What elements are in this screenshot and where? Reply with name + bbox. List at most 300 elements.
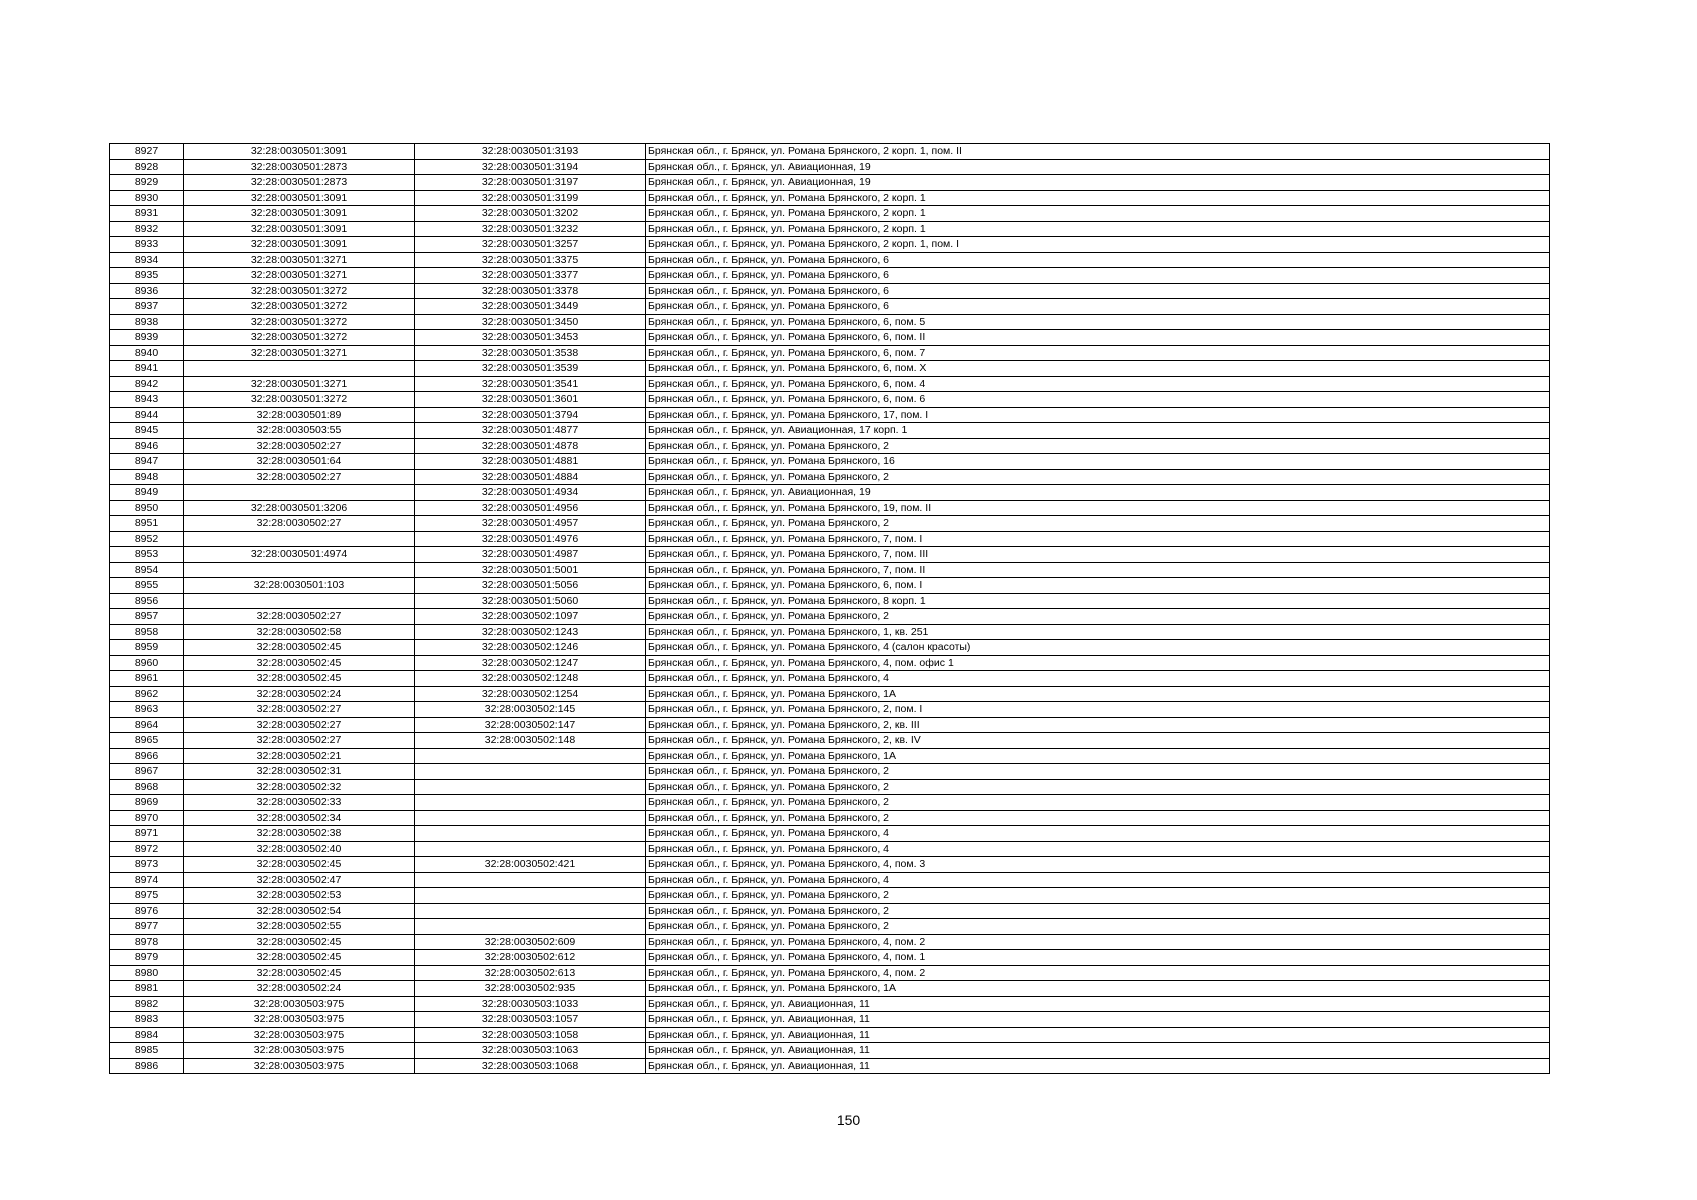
row-number-cell: 8954 [110,562,184,578]
row-number-cell: 8973 [110,857,184,873]
cadastral-number-cell: 32:28:0030502:609 [415,934,646,950]
table-row [110,361,1550,377]
parent-cadastral-cell: 32:28:0030502:55 [184,919,415,935]
row-number-cell: 8929 [110,175,184,191]
parent-cadastral-cell: 32:28:0030501:3271 [184,345,415,361]
cadastral-number-cell [415,779,646,795]
table-row [110,733,1550,749]
address-cell: Брянская обл., г. Брянск, ул. Романа Брянского, 2 [646,609,1550,625]
row-number-cell: 8932 [110,221,184,237]
row-number-cell: 8952 [110,531,184,547]
row-number-cell: 8941 [110,361,184,377]
row-number-cell: 8940 [110,345,184,361]
table-row [110,764,1550,780]
address-cell: Брянская обл., г. Брянск, ул. Романа Брянского, 6, пом. 5 [646,314,1550,330]
row-number-cell: 8928 [110,159,184,175]
cadastral-number-cell: 32:28:0030501:3449 [415,299,646,315]
cadastral-number-cell: 32:28:0030503:1068 [415,1058,646,1074]
address-cell: Брянская обл., г. Брянск, ул. Романа Брянского, 7, пом. III [646,547,1550,563]
page-number: 150 [836,1112,861,1128]
address-cell: Брянская обл., г. Брянск, ул. Романа Брянского, 2 корп. 1, пом. II [646,144,1550,160]
table-row [110,516,1550,532]
cadastral-number-cell: 32:28:0030502:935 [415,981,646,997]
table-row [110,857,1550,873]
address-cell: Брянская обл., г. Брянск, ул. Авиационная, 19 [646,175,1550,191]
cadastral-number-cell: 32:28:0030502:613 [415,965,646,981]
table-row [110,826,1550,842]
parent-cadastral-cell: 32:28:0030502:27 [184,516,415,532]
row-number-cell: 8944 [110,407,184,423]
address-cell: Брянская обл., г. Брянск, ул. Романа Брянского, 2 [646,903,1550,919]
table-row [110,159,1550,175]
row-number-cell: 8939 [110,330,184,346]
cadastral-number-cell: 32:28:0030501:4987 [415,547,646,563]
address-cell: Брянская обл., г. Брянск, ул. Романа Брянского, 2 [646,810,1550,826]
address-cell: Брянская обл., г. Брянск, ул. Романа Брянского, 2 корп. 1 [646,206,1550,222]
cadastral-number-cell: 32:28:0030501:4884 [415,469,646,485]
cadastral-number-cell [415,903,646,919]
address-cell: Брянская обл., г. Брянск, ул. Романа Брянского, 2, пом. I [646,702,1550,718]
row-number-cell: 8933 [110,237,184,253]
row-number-cell: 8960 [110,655,184,671]
table-row [110,919,1550,935]
row-number-cell: 8937 [110,299,184,315]
table-row [110,268,1550,284]
parent-cadastral-cell: 32:28:0030502:34 [184,810,415,826]
cadastral-number-cell: 32:28:0030501:3375 [415,252,646,268]
table-row [110,407,1550,423]
row-number-cell: 8983 [110,1012,184,1028]
address-cell: Брянская обл., г. Брянск, ул. Авиационная, 11 [646,996,1550,1012]
parent-cadastral-cell: 32:28:0030502:45 [184,950,415,966]
parent-cadastral-cell: 32:28:0030502:45 [184,640,415,656]
address-cell: Брянская обл., г. Брянск, ул. Романа Брянского, 4 [646,841,1550,857]
cadastral-number-cell: 32:28:0030501:3202 [415,206,646,222]
cadastral-number-cell: 32:28:0030501:3378 [415,283,646,299]
address-cell: Брянская обл., г. Брянск, ул. Романа Брянского, 2 корп. 1, пом. I [646,237,1550,253]
cadastral-number-cell: 32:28:0030501:3539 [415,361,646,377]
parent-cadastral-cell: 32:28:0030503:55 [184,423,415,439]
address-cell: Брянская обл., г. Брянск, ул. Романа Брянского, 2, кв. III [646,717,1550,733]
table-row [110,888,1550,904]
parent-cadastral-cell: 32:28:0030502:27 [184,469,415,485]
row-number-cell: 8956 [110,593,184,609]
cadastral-number-cell: 32:28:0030502:1248 [415,671,646,687]
table-row [110,221,1550,237]
parent-cadastral-cell: 32:28:0030501:3272 [184,330,415,346]
address-cell: Брянская обл., г. Брянск, ул. Романа Брянского, 1А [646,686,1550,702]
cadastral-number-cell: 32:28:0030502:421 [415,857,646,873]
row-number-cell: 8978 [110,934,184,950]
address-cell: Брянская обл., г. Брянск, ул. Романа Брянского, 2 корп. 1 [646,221,1550,237]
row-number-cell: 8979 [110,950,184,966]
row-number-cell: 8984 [110,1027,184,1043]
parent-cadastral-cell: 32:28:0030502:54 [184,903,415,919]
cadastral-number-cell: 32:28:0030501:4934 [415,485,646,501]
address-cell: Брянская обл., г. Брянск, ул. Романа Брянского, 2 [646,779,1550,795]
parent-cadastral-cell: 32:28:0030501:4974 [184,547,415,563]
table-row [110,950,1550,966]
table-row [110,624,1550,640]
row-number-cell: 8963 [110,702,184,718]
row-number-cell: 8981 [110,981,184,997]
parent-cadastral-cell: 32:28:0030501:2873 [184,175,415,191]
row-number-cell: 8975 [110,888,184,904]
address-cell: Брянская обл., г. Брянск, ул. Романа Брянского, 2 [646,795,1550,811]
table-row [110,981,1550,997]
address-cell: Брянская обл., г. Брянск, ул. Романа Брянского, 4 (салон красоты) [646,640,1550,656]
cadastral-number-cell [415,919,646,935]
address-cell: Брянская обл., г. Брянск, ул. Романа Брянского, 17, пом. I [646,407,1550,423]
address-cell: Брянская обл., г. Брянск, ул. Романа Брянского, 6 [646,283,1550,299]
cadastral-number-cell: 32:28:0030502:612 [415,950,646,966]
cadastral-number-cell: 32:28:0030501:3257 [415,237,646,253]
parent-cadastral-cell: 32:28:0030502:27 [184,717,415,733]
table-row [110,237,1550,253]
address-cell: Брянская обл., г. Брянск, ул. Романа Брянского, 6, пом. Х [646,361,1550,377]
cadastral-number-cell: 32:28:0030501:3197 [415,175,646,191]
address-cell: Брянская обл., г. Брянск, ул. Романа Брянского, 6 [646,299,1550,315]
address-cell: Брянская обл., г. Брянск, ул. Романа Брянского, 2 [646,469,1550,485]
parent-cadastral-cell: 32:28:0030501:3271 [184,376,415,392]
table-row [110,547,1550,563]
cadastral-number-cell [415,764,646,780]
parent-cadastral-cell: 32:28:0030502:45 [184,655,415,671]
cadastral-number-cell: 32:28:0030501:3538 [415,345,646,361]
address-cell: Брянская обл., г. Брянск, ул. Романа Брянского, 16 [646,454,1550,470]
row-number-cell: 8934 [110,252,184,268]
address-cell: Брянская обл., г. Брянск, ул. Романа Брянского, 2 [646,888,1550,904]
table-row [110,996,1550,1012]
table-body [110,144,1550,1074]
address-cell: Брянская обл., г. Брянск, ул. Романа Брянского, 8 корп. 1 [646,593,1550,609]
address-cell: Брянская обл., г. Брянск, ул. Авиационная, 11 [646,1027,1550,1043]
parent-cadastral-cell: 32:28:0030503:975 [184,996,415,1012]
cadastral-number-cell [415,810,646,826]
cadastral-number-cell: 32:28:0030501:4881 [415,454,646,470]
address-cell: Брянская обл., г. Брянск, ул. Романа Брянского, 6, пом. II [646,330,1550,346]
row-number-cell: 8972 [110,841,184,857]
cadastral-number-cell: 32:28:0030502:1254 [415,686,646,702]
parent-cadastral-cell: 32:28:0030501:3272 [184,314,415,330]
parent-cadastral-cell: 32:28:0030502:32 [184,779,415,795]
address-cell: Брянская обл., г. Брянск, ул. Романа Брянского, 6, пом. 6 [646,392,1550,408]
address-cell: Брянская обл., г. Брянск, ул. Авиационная, 11 [646,1043,1550,1059]
table-row [110,795,1550,811]
table-row [110,314,1550,330]
row-number-cell: 8936 [110,283,184,299]
address-cell: Брянская обл., г. Брянск, ул. Романа Брянского, 7, пом. I [646,531,1550,547]
parent-cadastral-cell: 32:28:0030501:3272 [184,283,415,299]
cadastral-number-cell [415,888,646,904]
address-cell: Брянская обл., г. Брянск, ул. Романа Брянского, 1А [646,981,1550,997]
cadastral-number-cell [415,748,646,764]
cadastral-number-cell: 32:28:0030501:3232 [415,221,646,237]
table-row [110,190,1550,206]
cadastral-number-cell: 32:28:0030503:1057 [415,1012,646,1028]
cadastral-number-cell: 32:28:0030501:5056 [415,578,646,594]
parent-cadastral-cell: 32:28:0030502:45 [184,965,415,981]
address-cell: Брянская обл., г. Брянск, ул. Романа Брянского, 4 [646,671,1550,687]
parent-cadastral-cell: 32:28:0030502:45 [184,934,415,950]
cadastral-number-cell: 32:28:0030501:3194 [415,159,646,175]
table-row [110,531,1550,547]
cadastral-number-cell: 32:28:0030503:1058 [415,1027,646,1043]
row-number-cell: 8969 [110,795,184,811]
parent-cadastral-cell: 32:28:0030502:38 [184,826,415,842]
address-cell: Брянская обл., г. Брянск, ул. Романа Брянского, 2, кв. IV [646,733,1550,749]
address-cell: Брянская обл., г. Брянск, ул. Романа Брянского, 4 [646,872,1550,888]
cadastral-number-cell: 32:28:0030503:1063 [415,1043,646,1059]
parent-cadastral-cell: 32:28:0030501:3091 [184,237,415,253]
table-row [110,609,1550,625]
table-row [110,252,1550,268]
table-row [110,330,1550,346]
table-row [110,578,1550,594]
parent-cadastral-cell: 32:28:0030502:24 [184,981,415,997]
parent-cadastral-cell [184,531,415,547]
cadastral-number-cell: 32:28:0030501:5001 [415,562,646,578]
cadastral-number-cell [415,872,646,888]
row-number-cell: 8970 [110,810,184,826]
address-cell: Брянская обл., г. Брянск, ул. Авиационная, 17 корп. 1 [646,423,1550,439]
parent-cadastral-cell: 32:28:0030502:58 [184,624,415,640]
parent-cadastral-cell: 32:28:0030503:975 [184,1043,415,1059]
cadastral-number-cell: 32:28:0030501:5060 [415,593,646,609]
table-row [110,702,1550,718]
parent-cadastral-cell: 32:28:0030502:47 [184,872,415,888]
table-row [110,1027,1550,1043]
parent-cadastral-cell: 32:28:0030502:53 [184,888,415,904]
parent-cadastral-cell: 32:28:0030503:975 [184,1058,415,1074]
address-cell: Брянская обл., г. Брянск, ул. Романа Брянского, 6 [646,268,1550,284]
address-cell: Брянская обл., г. Брянск, ул. Авиационная, 19 [646,485,1550,501]
table-row [110,965,1550,981]
cadastral-number-cell: 32:28:0030502:1247 [415,655,646,671]
parent-cadastral-cell [184,485,415,501]
row-number-cell: 8974 [110,872,184,888]
address-cell: Брянская обл., г. Брянск, ул. Романа Брянского, 2 [646,438,1550,454]
row-number-cell: 8976 [110,903,184,919]
parent-cadastral-cell: 32:28:0030502:27 [184,702,415,718]
parent-cadastral-cell: 32:28:0030501:3271 [184,252,415,268]
parent-cadastral-cell: 32:28:0030503:975 [184,1012,415,1028]
address-cell: Брянская обл., г. Брянск, ул. Романа Брянского, 1А [646,748,1550,764]
row-number-cell: 8953 [110,547,184,563]
address-cell: Брянская обл., г. Брянск, ул. Романа Брянского, 4, пом. 2 [646,965,1550,981]
table-row [110,376,1550,392]
table-row [110,206,1550,222]
table-row [110,686,1550,702]
cadastral-number-cell: 32:28:0030501:3794 [415,407,646,423]
table-row [110,1043,1550,1059]
row-number-cell: 8977 [110,919,184,935]
cadastral-number-cell: 32:28:0030501:3199 [415,190,646,206]
cadastral-number-cell: 32:28:0030502:147 [415,717,646,733]
address-cell: Брянская обл., г. Брянск, ул. Романа Брянского, 4 [646,826,1550,842]
table-row [110,655,1550,671]
cadastral-number-cell: 32:28:0030501:3541 [415,376,646,392]
cadastral-number-cell: 32:28:0030501:3377 [415,268,646,284]
cadastral-number-cell: 32:28:0030502:1246 [415,640,646,656]
table-row [110,392,1550,408]
row-number-cell: 8957 [110,609,184,625]
parent-cadastral-cell [184,562,415,578]
address-cell: Брянская обл., г. Брянск, ул. Романа Брянского, 2 [646,919,1550,935]
row-number-cell: 8955 [110,578,184,594]
table-row [110,485,1550,501]
table-row [110,640,1550,656]
table-row [110,593,1550,609]
row-number-cell: 8965 [110,733,184,749]
parent-cadastral-cell: 32:28:0030501:3091 [184,144,415,160]
cadastral-number-cell: 32:28:0030502:1097 [415,609,646,625]
parent-cadastral-cell [184,593,415,609]
cadastral-number-cell: 32:28:0030502:148 [415,733,646,749]
table-row [110,717,1550,733]
table-row [110,671,1550,687]
table-row [110,872,1550,888]
parent-cadastral-cell: 32:28:0030501:3272 [184,299,415,315]
address-cell: Брянская обл., г. Брянск, ул. Романа Брянского, 4, пом. 3 [646,857,1550,873]
address-cell: Брянская обл., г. Брянск, ул. Романа Брянского, 19, пом. II [646,500,1550,516]
row-number-cell: 8971 [110,826,184,842]
address-cell: Брянская обл., г. Брянск, ул. Романа Брянского, 2 [646,764,1550,780]
row-number-cell: 8962 [110,686,184,702]
cadastral-number-cell: 32:28:0030501:3193 [415,144,646,160]
address-cell: Брянская обл., г. Брянск, ул. Романа Брянского, 7, пом. II [646,562,1550,578]
address-cell: Брянская обл., г. Брянск, ул. Авиационная, 11 [646,1058,1550,1074]
table-row [110,810,1550,826]
parent-cadastral-cell: 32:28:0030501:2873 [184,159,415,175]
table-row [110,469,1550,485]
row-number-cell: 8949 [110,485,184,501]
parent-cadastral-cell: 32:28:0030502:40 [184,841,415,857]
parent-cadastral-cell: 32:28:0030502:45 [184,857,415,873]
address-cell: Брянская обл., г. Брянск, ул. Романа Брянского, 6 [646,252,1550,268]
parent-cadastral-cell: 32:28:0030502:31 [184,764,415,780]
table-row [110,423,1550,439]
table-row [110,1012,1550,1028]
parent-cadastral-cell: 32:28:0030501:103 [184,578,415,594]
parent-cadastral-cell: 32:28:0030502:24 [184,686,415,702]
address-cell: Брянская обл., г. Брянск, ул. Романа Брянского, 2 корп. 1 [646,190,1550,206]
cadastral-number-cell: 32:28:0030501:4877 [415,423,646,439]
cadastral-number-cell [415,841,646,857]
cadastral-table [109,143,1550,1074]
parent-cadastral-cell: 32:28:0030501:3271 [184,268,415,284]
table-row [110,748,1550,764]
row-number-cell: 8961 [110,671,184,687]
parent-cadastral-cell: 32:28:0030502:45 [184,671,415,687]
row-number-cell: 8958 [110,624,184,640]
row-number-cell: 8930 [110,190,184,206]
parent-cadastral-cell: 32:28:0030503:975 [184,1027,415,1043]
cadastral-number-cell: 32:28:0030501:3601 [415,392,646,408]
cadastral-number-cell: 32:28:0030501:4957 [415,516,646,532]
row-number-cell: 8966 [110,748,184,764]
cadastral-number-cell: 32:28:0030501:3450 [415,314,646,330]
parent-cadastral-cell: 32:28:0030501:3091 [184,190,415,206]
table-row [110,841,1550,857]
row-number-cell: 8982 [110,996,184,1012]
cadastral-number-cell: 32:28:0030501:4976 [415,531,646,547]
row-number-cell: 8947 [110,454,184,470]
parent-cadastral-cell: 32:28:0030501:3091 [184,221,415,237]
table-row [110,454,1550,470]
row-number-cell: 8951 [110,516,184,532]
parent-cadastral-cell: 32:28:0030502:27 [184,733,415,749]
row-number-cell: 8946 [110,438,184,454]
row-number-cell: 8938 [110,314,184,330]
parent-cadastral-cell [184,361,415,377]
table-row [110,345,1550,361]
address-cell: Брянская обл., г. Брянск, ул. Авиационная, 19 [646,159,1550,175]
cadastral-number-cell: 32:28:0030501:3453 [415,330,646,346]
parent-cadastral-cell: 32:28:0030501:64 [184,454,415,470]
table-row [110,1058,1550,1074]
row-number-cell: 8943 [110,392,184,408]
row-number-cell: 8968 [110,779,184,795]
address-cell: Брянская обл., г. Брянск, ул. Романа Брянского, 2 [646,516,1550,532]
table-row [110,903,1550,919]
parent-cadastral-cell: 32:28:0030501:89 [184,407,415,423]
cadastral-number-cell: 32:28:0030503:1033 [415,996,646,1012]
parent-cadastral-cell: 32:28:0030501:3206 [184,500,415,516]
address-cell: Брянская обл., г. Брянск, ул. Романа Брянского, 4, пом. 2 [646,934,1550,950]
table-row [110,562,1550,578]
row-number-cell: 8945 [110,423,184,439]
parent-cadastral-cell: 32:28:0030501:3272 [184,392,415,408]
cadastral-number-cell: 32:28:0030501:4878 [415,438,646,454]
parent-cadastral-cell: 32:28:0030502:21 [184,748,415,764]
row-number-cell: 8964 [110,717,184,733]
row-number-cell: 8950 [110,500,184,516]
cadastral-number-cell: 32:28:0030501:4956 [415,500,646,516]
row-number-cell: 8986 [110,1058,184,1074]
row-number-cell: 8985 [110,1043,184,1059]
row-number-cell: 8959 [110,640,184,656]
address-cell: Брянская обл., г. Брянск, ул. Романа Брянского, 6, пом. I [646,578,1550,594]
row-number-cell: 8967 [110,764,184,780]
table-row [110,438,1550,454]
cadastral-number-cell: 32:28:0030502:1243 [415,624,646,640]
address-cell: Брянская обл., г. Брянск, ул. Романа Брянского, 1, кв. 251 [646,624,1550,640]
table-row [110,934,1550,950]
address-cell: Брянская обл., г. Брянск, ул. Романа Брянского, 6, пом. 7 [646,345,1550,361]
address-cell: Брянская обл., г. Брянск, ул. Авиационная, 11 [646,1012,1550,1028]
parent-cadastral-cell: 32:28:0030502:33 [184,795,415,811]
parent-cadastral-cell: 32:28:0030502:27 [184,609,415,625]
row-number-cell: 8935 [110,268,184,284]
table-row [110,779,1550,795]
row-number-cell: 8927 [110,144,184,160]
address-cell: Брянская обл., г. Брянск, ул. Романа Брянского, 6, пом. 4 [646,376,1550,392]
table-row [110,500,1550,516]
cadastral-number-cell [415,795,646,811]
table-row [110,299,1550,315]
address-cell: Брянская обл., г. Брянск, ул. Романа Брянского, 4, пом. офис 1 [646,655,1550,671]
table-row [110,144,1550,160]
address-cell: Брянская обл., г. Брянск, ул. Романа Брянского, 4, пом. 1 [646,950,1550,966]
row-number-cell: 8931 [110,206,184,222]
cadastral-number-cell: 32:28:0030502:145 [415,702,646,718]
cadastral-number-cell [415,826,646,842]
parent-cadastral-cell: 32:28:0030502:27 [184,438,415,454]
parent-cadastral-cell: 32:28:0030501:3091 [184,206,415,222]
row-number-cell: 8980 [110,965,184,981]
row-number-cell: 8942 [110,376,184,392]
